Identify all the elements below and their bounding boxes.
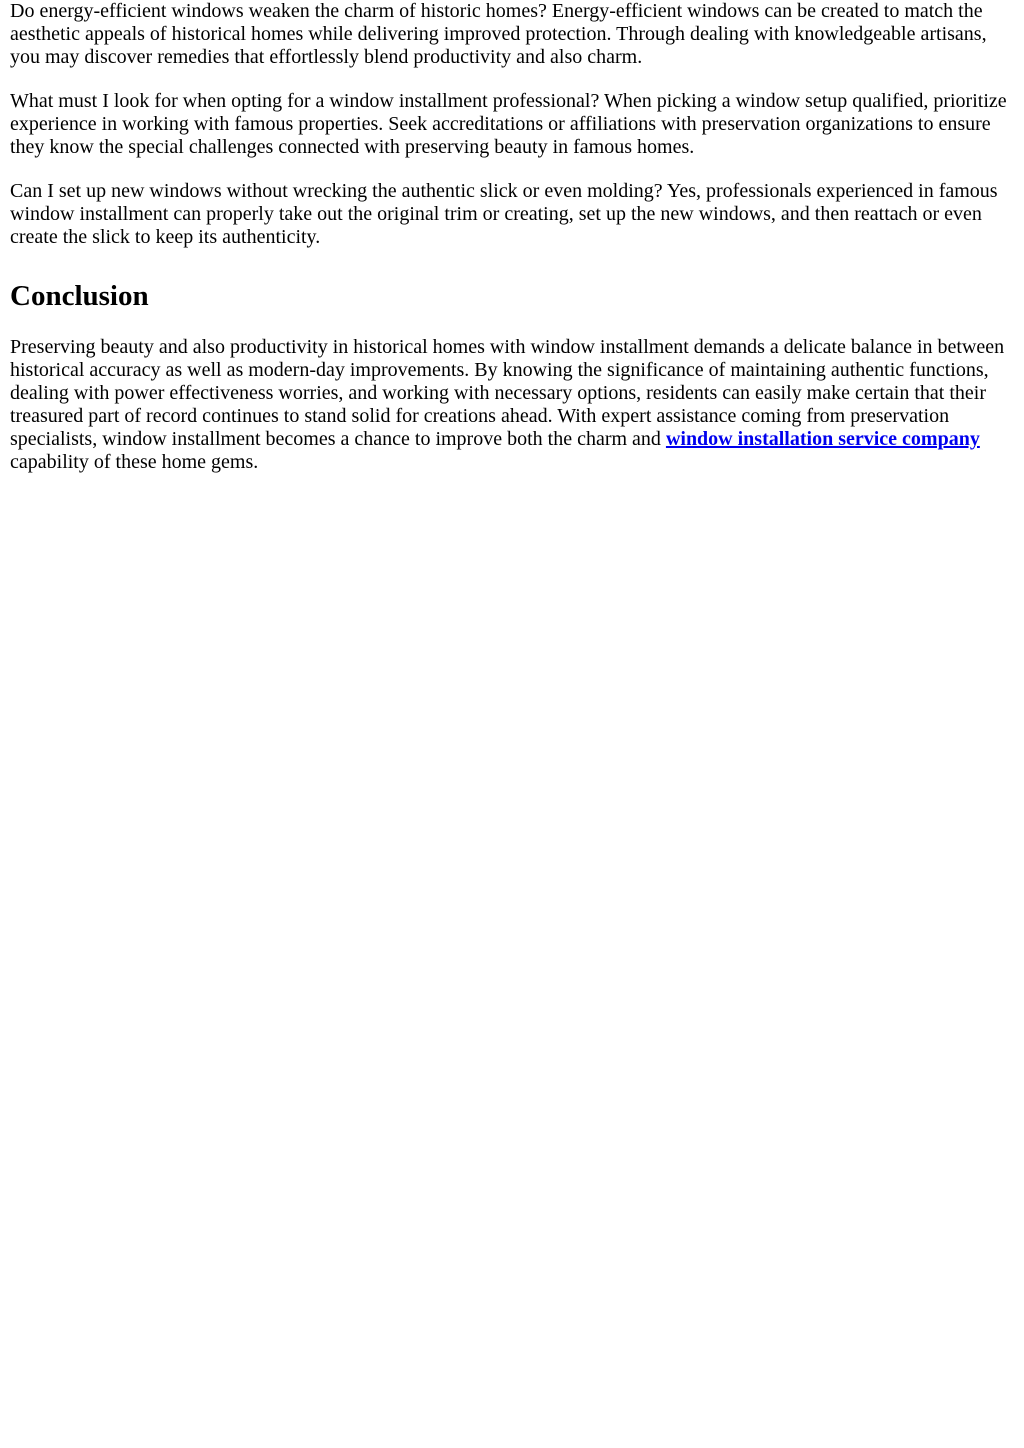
faq-paragraph-energy-efficient: Do energy-efficient windows weaken the charm of historic homes? Energy-efficient windows can be created to match the aesthetic appeals of historical homes while delivering improved protection. Through dealing with knowledgeable artisans, you may discover remedies that effortlessly blend productivity and also charm. [10,0,987,68]
article-body [0,0,1024,474]
faq-paragraph-trim-molding: Can I set up new windows without wrecking the authentic slick or even molding? Yes, professionals experienced in famous window installment can properly take out the original trim or creating, set up the new windows, and then reattach or even create the slick to keep its authenticity. [10,180,998,248]
faq-paragraph-installer-choice: What must I look for when opting for a window installment professional? When picking a window setup qualified, prioritize experience in working with famous properties. Seek accreditations or affiliations with preservation organizations to ensure they know the special challenges connected with preserving beauty in famous homes. [10,90,1007,158]
conclusion-paragraph [10,336,1014,474]
window-installation-service-company-link[interactable]: window installation service company [665,428,980,450]
conclusion-heading: Conclusion [10,280,149,312]
conclusion-text-before-link: Preserving beauty and also productivity in historical homes with window installment demands a delicate balance in between historical accuracy as well as modern-day improvements. By knowing the significance of maintaining authentic functions, dealing with power effectiveness worries, and working with necessary options, residents can easily make certain that their treasured part of record continues to stand solid for creations ahead. With expert assistance coming from preservation specialists, window installment becomes a chance to improve both the charm and [10,336,1005,450]
conclusion-text-after-link: capability of these home gems. [10,451,259,473]
